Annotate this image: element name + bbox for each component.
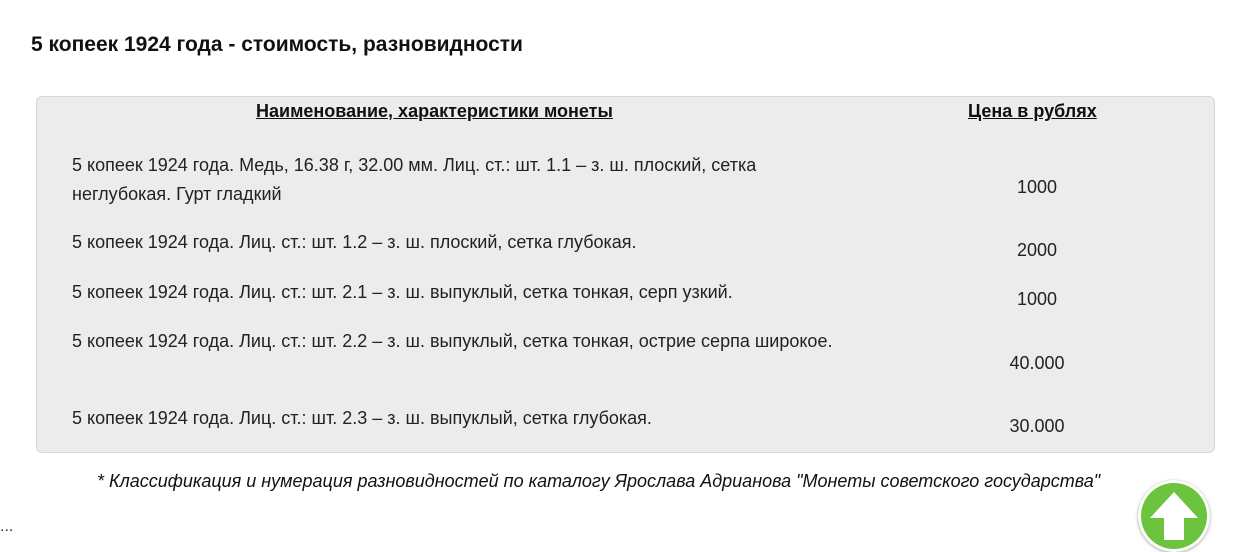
table-row-name: 5 копеек 1924 года. Лиц. ст.: шт. 2.3 – з. ш. выпуклый, сетка глубокая. bbox=[72, 408, 652, 428]
ellipsis-text: ... bbox=[0, 518, 14, 535]
table-row-price: 40.000 bbox=[1009, 353, 1065, 373]
table-row-name: 5 копеек 1924 года. Медь, 16.38 г, 32.00 мм. Лиц. ст.: шт. 1.1 – з. ш. плоский, сетка неглубокая. Гурт гладкий bbox=[72, 155, 757, 204]
table-header-name: Наименование, характеристики монеты bbox=[256, 101, 613, 121]
table-row-price: 1000 bbox=[1016, 177, 1058, 197]
table-header-price: Цена в рублях bbox=[968, 101, 1097, 121]
table-row-name: 5 копеек 1924 года. Лиц. ст.: шт. 2.1 – з. ш. выпуклый, сетка тонкая, серп узкий. bbox=[72, 282, 733, 302]
catalog-footnote: * Классификация и нумерация разновидностей по каталогу Ярослава Адрианова "Монеты советского государства" bbox=[97, 471, 1101, 491]
coin-price-table bbox=[36, 96, 1215, 453]
arrow-up-icon bbox=[1138, 480, 1210, 552]
table-row-price: 1000 bbox=[1016, 289, 1058, 309]
scroll-to-top-button[interactable] bbox=[1138, 480, 1210, 552]
page-title: 5 копеек 1924 года - стоимость, разновидности bbox=[31, 33, 523, 56]
table-row-price: 2000 bbox=[1016, 240, 1058, 260]
table-row-name: 5 копеек 1924 года. Лиц. ст.: шт. 2.2 – з. ш. выпуклый, сетка тонкая, острие серпа широкое. bbox=[72, 331, 833, 351]
table-row-price: 30.000 bbox=[1009, 416, 1065, 436]
table-row-name: 5 копеек 1924 года. Лиц. ст.: шт. 1.2 – з. ш. плоский, сетка глубокая. bbox=[72, 232, 637, 252]
